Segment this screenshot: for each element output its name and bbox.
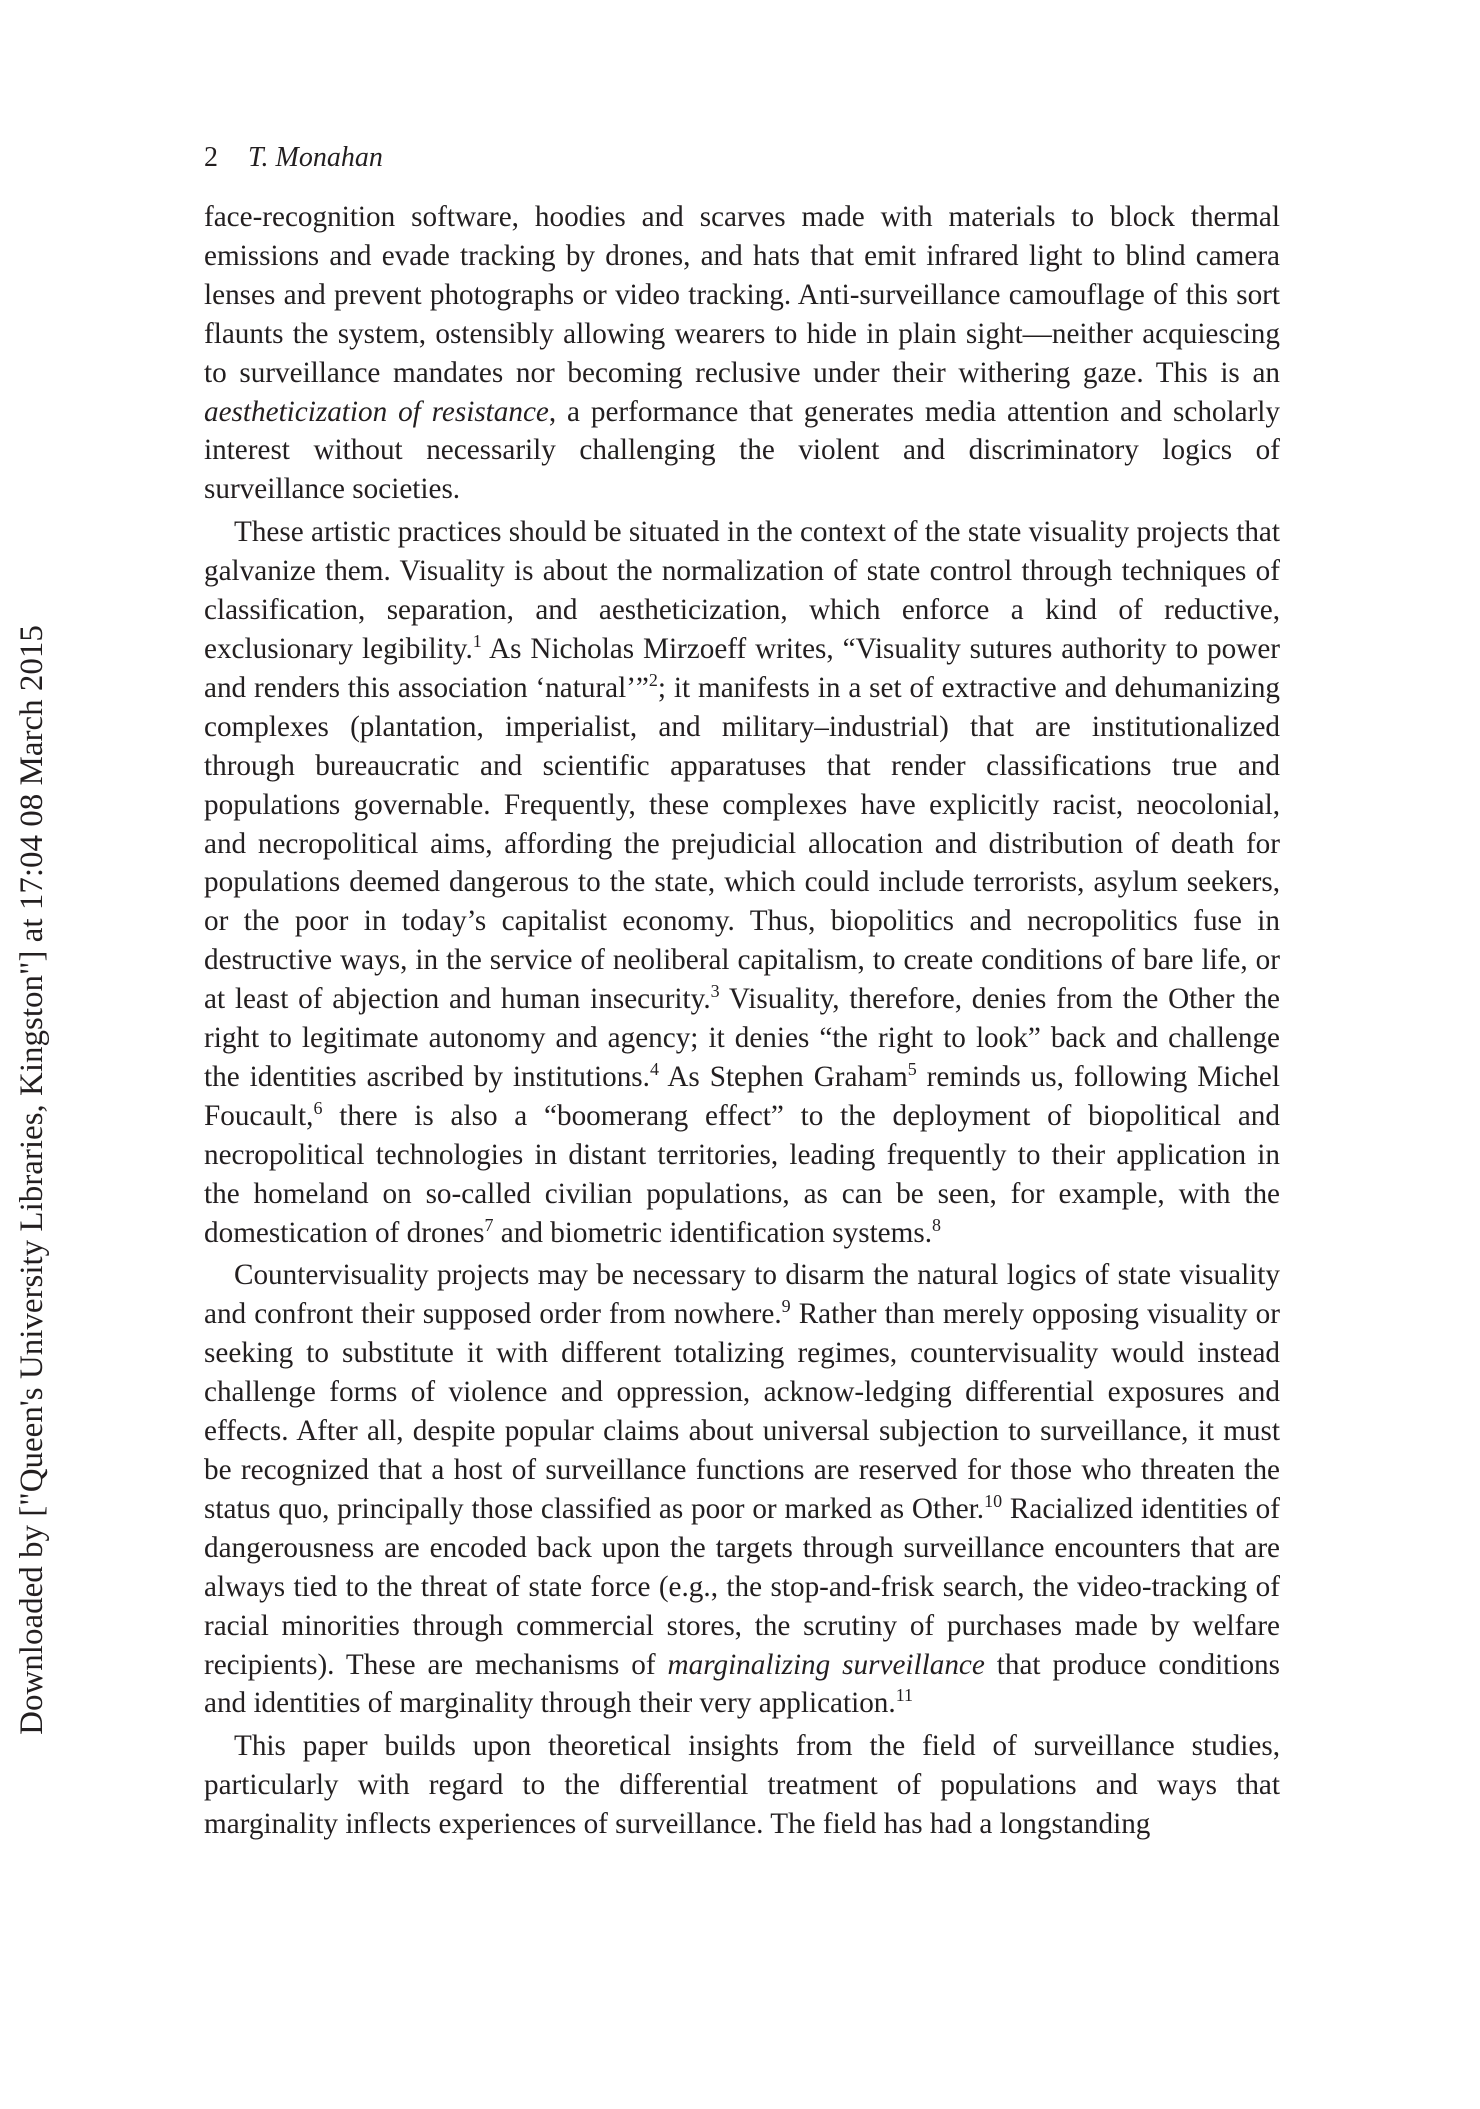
text-run: As Nicholas Mirzoeff writes, “Visuality sutures authority to power and renders this association ‘natural’” <box>204 632 1280 704</box>
text-run: Rather than merely opposing visuality or seeking to substitute it with different totalizing regimes, countervisuality would instead challenge forms of violence and oppression, acknow-ledging differential exposures and effects. After all, despite popular claims about universal subjection to surveillance, it must be recognized that a host of surveillance functions are reserved for those who threaten the status quo, principally those classified as poor or marked as Other. <box>204 1298 1280 1525</box>
article-body <box>204 198 1280 1844</box>
text-run: These artistic practices should be situated in the context of the state visuality projects that galvanize them. Visuality is about the normalization of state control through techniques of classification, separation, and aestheticization, which enforce a kind of reductive, exclusionary legibility. <box>204 516 1280 665</box>
text-run: that produce conditions and identities of marginality through their very application. <box>204 1648 1281 1720</box>
body-paragraph <box>204 513 1280 1252</box>
footnote-marker: 8 <box>932 1214 941 1235</box>
body-paragraph <box>204 1256 1280 1723</box>
footnote-marker: 10 <box>984 1490 1003 1511</box>
footnote-marker: 4 <box>649 1058 659 1079</box>
footnote-marker: 11 <box>895 1685 914 1706</box>
emphasized-term: aestheticization of resistance <box>204 395 549 428</box>
download-watermark: Downloaded by ["Queen's University Libraries, Kingston"] at 17:04 08 March 2015 <box>14 625 50 1735</box>
page-body <box>204 140 1280 1848</box>
footnote-marker: 6 <box>313 1097 323 1118</box>
text-run: there is also a “boomerang effect” to the deployment of biopolitical and necropolitical technologies in distant territories, leading frequently to their application in the homeland on so-called civilian populations, as can be seen, for example, with the domestication of drones <box>204 1099 1280 1249</box>
footnote-marker: 3 <box>710 981 720 1002</box>
running-head <box>204 140 1280 176</box>
footnote-marker: 9 <box>781 1296 791 1317</box>
text-run: and biometric identification systems. <box>493 1216 932 1249</box>
text-run: As Stephen Graham <box>658 1060 908 1093</box>
text-run: , a performance that generates media attention and scholarly interest without necessarily challenging the violent and discriminatory logics of surveillance societies. <box>204 395 1281 506</box>
footnote-marker: 7 <box>484 1214 494 1235</box>
text-run: reminds us, following Michel Foucault, <box>204 1060 1280 1132</box>
text-run: ; it manifests in a set of extractive and dehumanizing complexes (plantation, imperialist, and military–industrial) that are institutionalized through bureaucratic and scientific apparatuses that render classifications true and populations governable. Frequently, these complexes have explicitly racist, neocolonial, and necropolitical aims, affording the prejudicial allocation and distribution of death for populations deemed dangerous to the state, which could include terrorists, asylum seekers, or the poor in today’s capitalist economy. Thus, biopolitics and necropolitics fuse in destructive ways, in the service of neoliberal capitalism, to create conditions of bare life, or at least of abjection and human insecurity. <box>204 671 1281 1016</box>
emphasized-term: marginalizing surveillance <box>667 1648 985 1681</box>
body-paragraph <box>204 198 1280 509</box>
footnote-marker: 1 <box>472 630 482 651</box>
footnote-marker: 5 <box>907 1058 917 1079</box>
text-run: This paper builds upon theoretical insights from the field of surveillance studies, particularly with regard to the differential treatment of populations and ways that marginality inflects experiences of surveillance. The field has had a longstanding <box>204 1730 1280 1841</box>
body-paragraph <box>204 1727 1280 1844</box>
text-run: Visuality, therefore, denies from the Other the right to legitimate autonomy and agency; it denies “the right to look” back and challenge the identities ascribed by institutions. <box>204 983 1281 1093</box>
text-run: Countervisuality projects may be necessary to disarm the natural logics of state visuality and confront their supposed order from nowhere. <box>204 1259 1280 1331</box>
running-head-author: T. Monahan <box>248 142 383 173</box>
page-number: 2 <box>204 142 218 173</box>
footnote-marker: 2 <box>648 669 658 690</box>
text-run: Racialized identities of dangerousness are encoded back upon the targets through surveillance encounters that are always tied to the threat of state force (e.g., the stop-and-frisk search, the video-tracking of racial minorities through commercial stores, the scrutiny of purchases made by welfare recipients). These are mechanisms of <box>204 1492 1280 1681</box>
text-run: face-recognition software, hoodies and scarves made with materials to block thermal emissions and evade tracking by drones, and hats that emit infrared light to blind camera lenses and prevent photographs or video tracking. Anti-surveillance camouflage of this sort flaunts the system, ostensibly allowing wearers to hide in plain sight—neither acquiescing to surveillance mandates nor becoming reclusive under their withering gaze. This is an <box>204 201 1280 389</box>
